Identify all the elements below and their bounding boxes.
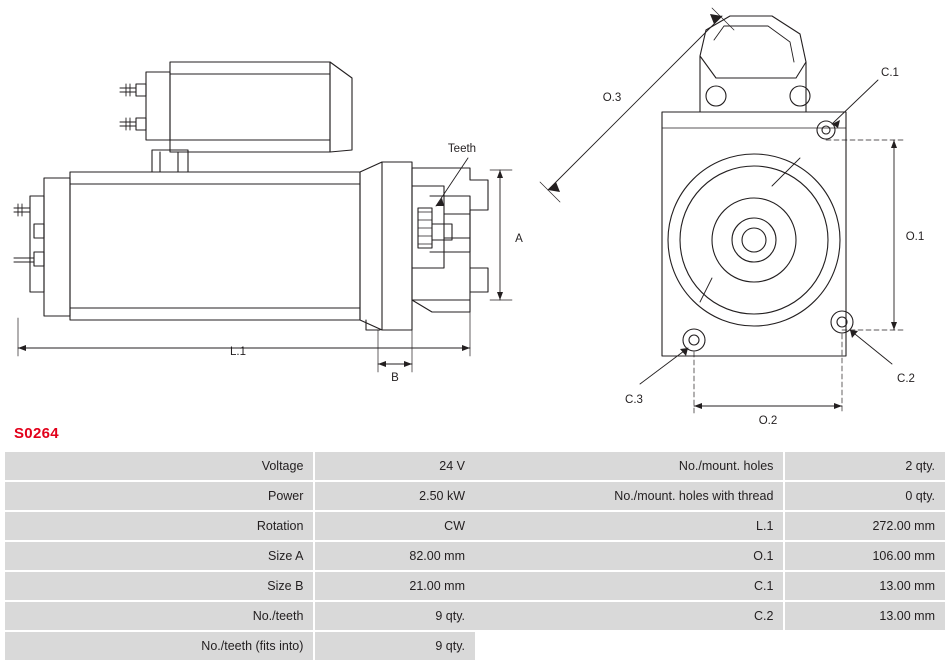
specifications	[5, 452, 945, 662]
table-row	[5, 631, 475, 661]
spec-label: No./mount. holes	[475, 452, 784, 481]
spec-value: 9 qty.	[314, 601, 475, 631]
spec-label: C.1	[475, 571, 784, 601]
drive-end-housing	[360, 162, 412, 330]
part-number: S0264	[14, 425, 59, 442]
housing-inner-circle	[680, 166, 828, 314]
label-o2: O.2	[758, 415, 778, 427]
label-teeth: Teeth	[447, 143, 477, 155]
spec-label: No./teeth (fits into)	[5, 631, 314, 661]
c2-leader	[850, 330, 892, 364]
label-o3: O.3	[602, 92, 622, 104]
spec-value: 272.00 mm	[784, 511, 945, 541]
solenoid-cap	[146, 72, 170, 140]
spec-value: 2.50 kW	[314, 481, 475, 511]
spec-label: C.2	[475, 601, 784, 631]
table-row	[475, 511, 945, 541]
label-l1: L.1	[230, 346, 246, 358]
label-o1: O.1	[905, 231, 925, 243]
spec-label: L.1	[475, 511, 784, 541]
label-b: B	[391, 372, 399, 384]
table-row	[5, 481, 475, 511]
spec-value: 9 qty.	[314, 631, 475, 661]
label-c2: C.2	[897, 373, 915, 385]
table-row	[5, 511, 475, 541]
c1-leader	[832, 80, 878, 124]
dim-o3-line	[548, 16, 722, 190]
pinion-housing	[412, 168, 488, 300]
solenoid-end	[330, 62, 352, 152]
label-a: A	[515, 233, 523, 245]
spec-label: Power	[5, 481, 314, 511]
bearing-circle	[712, 198, 796, 282]
spec-label: Size A	[5, 541, 314, 571]
spec-empty-cell	[475, 631, 784, 661]
spec-value: 13.00 mm	[784, 601, 945, 631]
spec-label: Rotation	[5, 511, 314, 541]
spec-table-left	[5, 452, 475, 662]
housing-outer-circle	[668, 154, 840, 326]
table-row	[5, 452, 475, 481]
upper-bracket	[700, 16, 806, 78]
table-row	[5, 601, 475, 631]
spec-label: Voltage	[5, 452, 314, 481]
spec-table-right	[475, 452, 945, 662]
table-row	[475, 601, 945, 631]
spec-label: O.1	[475, 541, 784, 571]
spec-value: 106.00 mm	[784, 541, 945, 571]
label-c1: C.1	[881, 67, 899, 79]
table-row	[5, 571, 475, 601]
mount-flange	[662, 112, 846, 356]
table-row	[475, 541, 945, 571]
shaft-outer	[732, 218, 776, 262]
spec-value: 82.00 mm	[314, 541, 475, 571]
spec-value: 24 V	[314, 452, 475, 481]
table-row	[5, 541, 475, 571]
spec-value: 0 qty.	[784, 481, 945, 511]
table-row	[475, 452, 945, 481]
spec-value: CW	[314, 511, 475, 541]
spec-value: 13.00 mm	[784, 571, 945, 601]
table-row	[475, 571, 945, 601]
teeth-leader	[436, 158, 468, 206]
solenoid-body	[170, 62, 330, 152]
spec-value: 21.00 mm	[314, 571, 475, 601]
mount-hole-lower-left	[683, 329, 705, 351]
spec-empty-cell	[784, 631, 945, 661]
spec-value: 2 qty.	[784, 452, 945, 481]
bracket-hole-right	[790, 86, 810, 106]
label-c3: C.3	[625, 394, 643, 406]
shaft-inner	[742, 228, 766, 252]
spec-label: No./teeth	[5, 601, 314, 631]
c3-leader	[640, 348, 688, 384]
commutator-end-cap	[44, 178, 70, 316]
motor-body	[70, 172, 360, 320]
spec-label: No./mount. holes with thread	[475, 481, 784, 511]
bracket-hole-left	[706, 86, 726, 106]
table-row	[475, 481, 945, 511]
spec-label: Size B	[5, 571, 314, 601]
table-row	[475, 631, 945, 661]
